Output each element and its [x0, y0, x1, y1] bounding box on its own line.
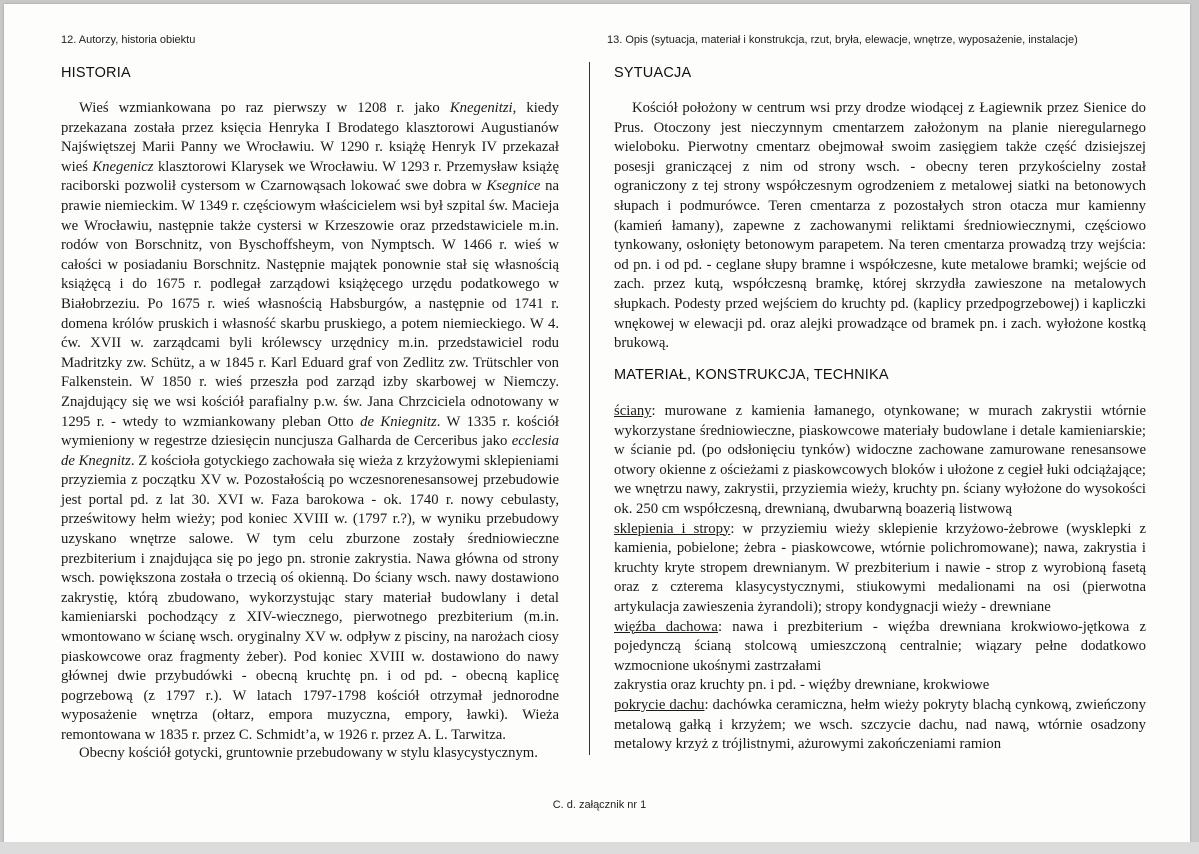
- latin-name: Knegenicz: [92, 158, 154, 175]
- right-section-label: 13. Opis (sytuacja, materiał i konstrukcja, rzut, bryła, elewacje, wnętrze, wyposażenie, instalacje): [607, 34, 1078, 46]
- text-run: . Z kościoła gotyckiego zachowała się wieża z krzyżowymi sklepieniami przyziemia z początku XV w. Pozostałością po wczesnorenesansowej przebudowie jest portal pd. z lat 30. XVI w. Faza barokowa - ok. 1740 r. nowy cebulasty, prześwitowy hełm wieży; pod koniec XVIII w. (1797 r.?), w wyniku przebudowy uzyskano wnętrze salowe. W tym celu zburzone zostały średniowieczne prezbiterium i znajdująca się po jego pn. stronie zakrystia. Nawa główna od strony wsch. powiększona została o trzecią oś okienną. Do ściany wsch. nawy dostawiono zakrystię, którą zbudowano, wykorzystując stary materiał budowlany i detal kamieniarski pochodzący z XIV-wiecznego, pierwotnego prezbiterium (m.in. wmontowano w ścianę wsch. oryginalny XV w. odpływ z pisciny, na narożach ciosy piaskowcowe oraz fragmenty żeber). Pod koniec XVIII w. dostawiono do nawy głównej dwie przybudówki - obecną kruchtę pn. i od pd. - obecną kaplicę pogrzebową (z 1797 r.). W latach 1797-1798 kościół otrzymał jednorodne wyposażenie wnętrza (ołtarz, empora muzyczna, empory, ławki). Wieża remontowana w 1835 r. przez C. Schmidt’a, w 1926 r. przez A. L. Tarwitza.: [61, 452, 559, 743]
- material-item: [614, 402, 1146, 520]
- latin-name: Ksegnice: [486, 178, 541, 195]
- material-heading: MATERIAŁ, KONSTRUKCJA, TECHNIKA: [614, 367, 889, 383]
- left-section-label: 12. Autorzy, historia obiektu: [61, 34, 196, 46]
- situation-heading: SYTUACJA: [614, 65, 692, 81]
- text-run: Kościół położony w centrum wsi przy drodze wiodącej z Łagiewnik przez Sienice do Prus. Otoczony jest nieczynnym cmentarzem założonym na planie nieregularnego wieloboku. Pierwotny cmentarz obejmował swoim zasięgiem także część dzisiejszej posesji graniczącej z nim od strony wsch. - obecny teren przykościelny został ograniczony z tej strony współczesnym ogrodzeniem z metalowej siatki na betonowych słupach i podmurówce. Teren cmentarza z pozostałych stron otacza mur kamienny (kamień łamany), zapewne z zachowanymi reliktami średniowiecznymi, częściowo tynkowany, osłonięty betonowym parapetem. Na teren cmentarza prowadzą trzy wejścia: od pn. i od pd. - ceglane słupy bramne i współczesne, kute metalowe bramki; wejście od zach. przez kutą, współczesną bramkę, której skrzydła zawieszone na metalowych słupkach. Podesty przed wejściem do kruchty pd. (kaplicy przedpogrzebowej) i kapliczki wnękowej w elewacji pd. oraz alejki prowadzące od bramek pn. i zach. wyłożone kostką brukową.: [614, 100, 1146, 352]
- footer-note: C. d. załącznik nr 1: [552, 799, 647, 811]
- history-summary-paragraph: [61, 744, 559, 764]
- material-item: [614, 520, 1146, 618]
- text-run: . W 1335 r. kościół wymieniony w regestrze dziesięcin nuncjusza Galharda de Cerceribus jako: [61, 413, 560, 450]
- history-heading: HISTORIA: [61, 65, 131, 81]
- text-run: , kiedy przekazana została przez księcia Henryka I Brodatego klasztorowi Augustianów Najświętszej Marii Panny we Wrocławiu. W 1290 r. książę Henryk IV przekazał wieś: [61, 100, 559, 175]
- text-run: na prawie niemieckim. W 1349 r. częściowym właścicielem wsi był szpital św. Macieja we Wrocławiu, następnie także cystersi w Krzeszowie oraz przedstawiciele m.in. rodów von Borschnitz, von Byschoffsheym, von Nymptsch. W 1466 r. wieś w całości w posiadaniu Borschnitz. Następnie majątek ponownie stał się własnością książęcą i do 1675 r. podlegał zarządowi książęcego urzędu podatkowego w Białobrzeziu. Po 1675 r. wieś własnością Habsburgów, a następnie od 1741 r. domena królów pruskich i własność skarbu pruskiego, a potem niemieckiego. W 4. ćw. XVII w. zarządcami byli królewscy urzędnicy m.in. przedstawiciel rodu Madritzky zw. Schütz, a w 1845 r. Karl Eduard graf von Zedlitz zw. Trütschler von Falkenstein. W 1850 r. wieś przeszła pod zarząd izby skarbowej w Niemczy. Znajdujący się we wsi kościół parafialny p.w. św. Jana Chrzciciela odnotowany w 1295 r. - wtedy to wzmiankowany pleban Otto: [61, 178, 559, 430]
- field-label: pokrycie dachu: [614, 696, 705, 713]
- field-label: więźba dachowa: [614, 618, 718, 635]
- scan-margin: [0, 842, 1199, 854]
- column-divider: [589, 62, 590, 755]
- material-item: [614, 618, 1146, 677]
- material-list: [614, 402, 1146, 755]
- text-run: : murowane z kamienia łamanego, otynkowane; w murach zakrystii wtórnie wykorzystane średniowieczne, piaskowcowe materiały budowlane i detale kamieniarskie; w ścianie pd. (po odsłonięciu tynków) widoczne zachowane zamurowane renesansowe otwory okienne z ościeżami z piaskowcowych bloków i ułożone z cegieł łuki odciążające; we wnętrzu nawy, zakrystii, przyziemia wieży, kruchty pn. ściany wyłożone do wysokości ok. 250 cm współczesną, drewnianą, dwubarwną boazerią listwową: [614, 403, 1146, 517]
- text-run: Obecny kościół gotycki, gruntownie przebudowany w stylu klasycystycznym.: [79, 745, 538, 761]
- text-run: : nawa i prezbiterium - więźba drewniana krokwiowo-jętkowa z pojedynczą ścianą stolcową umieszczoną centralnie; wiązary pełne dodatkowo wzmocnione ukośnymi zastrzałami: [614, 618, 1146, 674]
- latin-name: Knegenitzi: [449, 100, 513, 116]
- material-item: [614, 676, 1146, 696]
- field-label: sklepienia i stropy: [614, 520, 731, 537]
- latin-name: ecclesia de Knegnitz: [61, 433, 559, 469]
- field-label: ściany: [614, 403, 652, 419]
- text-run: zakrystia oraz kruchty pn. i pd. - więźby drewniane, krokwiowe: [614, 677, 990, 694]
- text-run: : w przyziemiu wieży sklepienie krzyżowo-żebrowe (wysklepki z kamienia, pobielone; żebra - piaskowcowe, wtórnie polichromowane); nawa, zakrystia i kruchty kryte stropem drewnianym. W prezbiterium i nawie - strop z wyrobioną fasetą oraz z czterema klasycystycznymi, stiukowymi medalionami na osi (pierwotna artykulacja zawieszenia żyrandoli); stropy kondygnacji wieży - drewniane: [614, 520, 1146, 615]
- situation-paragraph: [614, 99, 1146, 354]
- text-run: : dachówka ceramiczna, hełm wieży pokryty blachą cynkową, zwieńczony metalową gałką i krzyżem; we wsch. szczycie dachu, nad nawą, wtórnie osadzony metalowy krzyż z trójlistnymi, ażurowymi zakończeniami ramion: [614, 696, 1146, 753]
- latin-name: de Kniegnitz: [360, 413, 437, 430]
- history-paragraph: [61, 99, 559, 746]
- material-item: [614, 696, 1146, 755]
- text-run: klasztorowi Klarysek we Wrocławiu. W 1293 r. Przemysław książę raciborski pozwolił cystersom w Czarnowąsach lokować swe dobra w: [61, 158, 559, 195]
- text-run: Wieś wzmiankowana po raz pierwszy w 1208 r. jako: [79, 100, 450, 116]
